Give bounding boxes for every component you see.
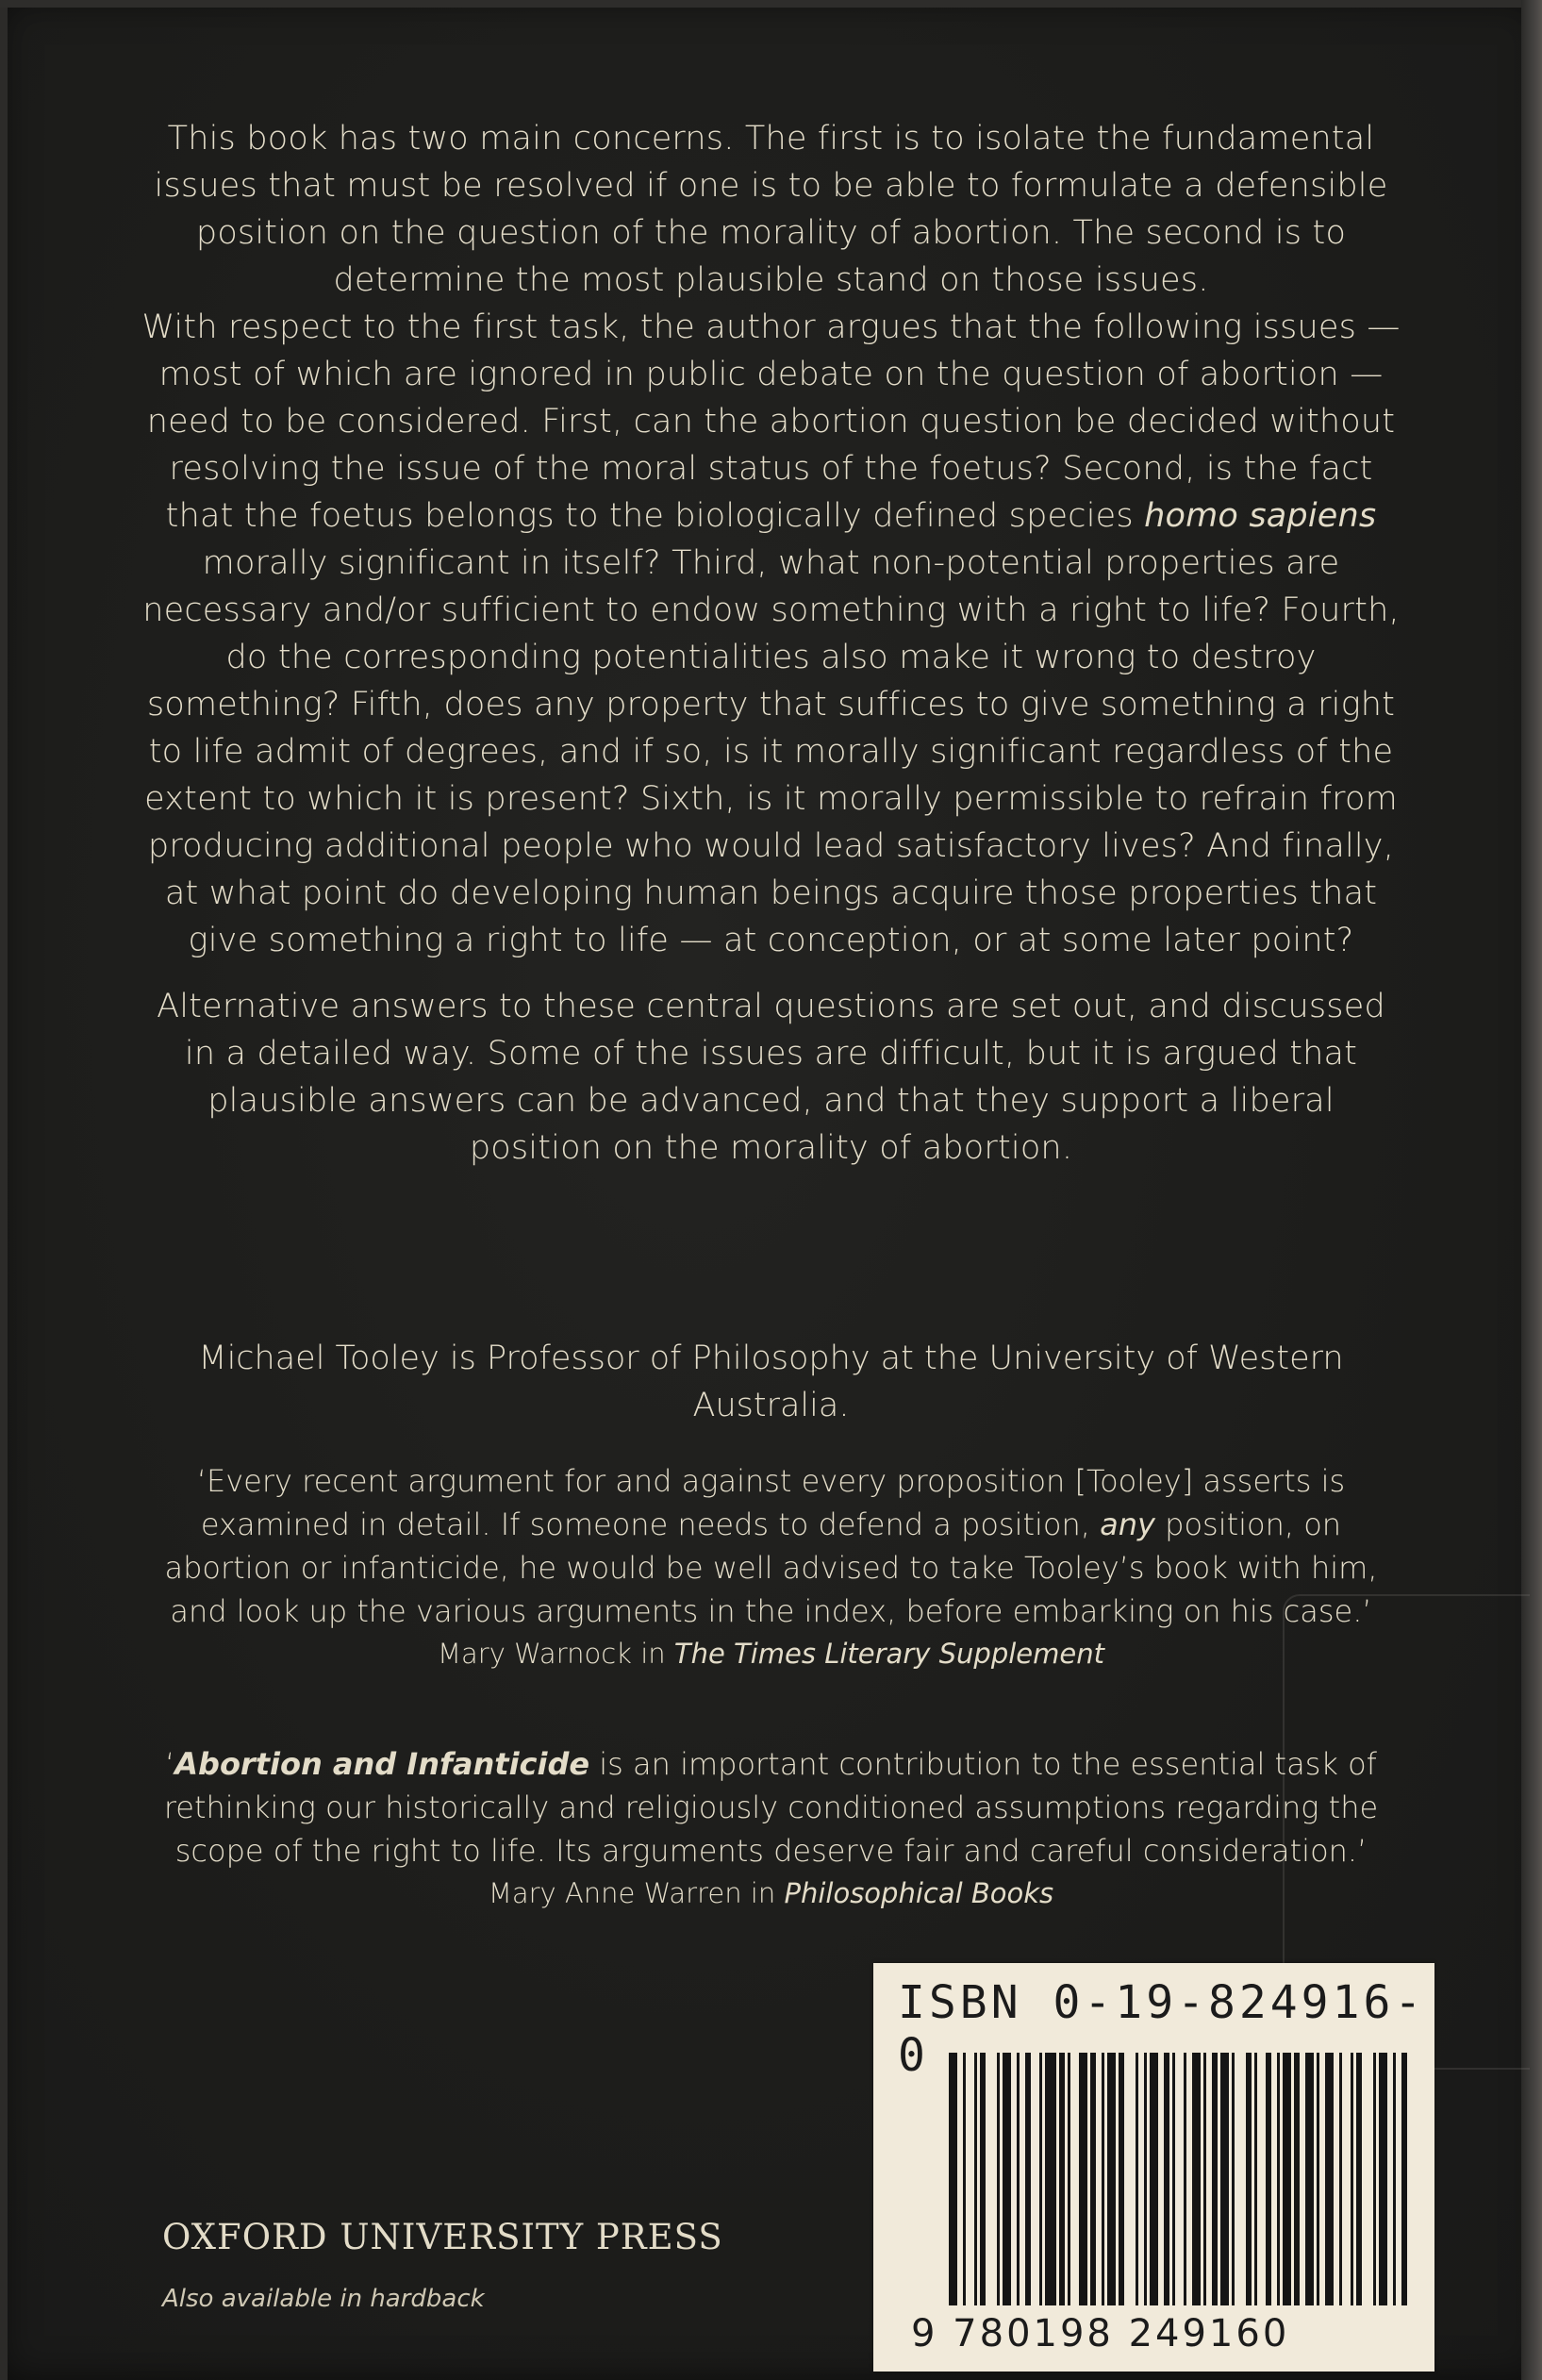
blurb (141, 115, 1401, 1172)
blurb-paragraph-1: This book has two main concerns. The first is to isolate the fundamental issues that must be resolved if one is to be able to formulate a defensible position on the question of the morality of abortion. The second is to determine the most plausible stand on those issues. (154, 120, 1388, 299)
publisher-name: OXFORD UNIVERSITY PRESS (162, 2217, 723, 2257)
blurb-paragraph-3: Alternative answers to these central questions are set out, and discussed in a detailed way. Some of the issues are difficult, but it is argued that plausible answers can be advanced, and that they support a liberal position on the morality of abortion. (157, 988, 1385, 1167)
review-quote-2-author: Mary Anne Warren in (488, 1877, 785, 1909)
cover-left-edge (0, 0, 8, 2380)
barcode-digits: 9 780198 249160 (911, 2312, 1290, 2355)
availability-note: Also available in hardback (162, 2285, 485, 2313)
review-quote-2-attribution (141, 1872, 1401, 1914)
review-quote-2-book-title: Abortion and Infanticide (174, 1746, 590, 1782)
review-quote-1-source: The Times Literary Supplement (673, 1638, 1104, 1670)
blurb-paragraph-2 (141, 304, 1401, 964)
review-quote-1-text (141, 1459, 1401, 1633)
review-quote-1 (141, 1459, 1401, 1674)
review-quote-1-attribution (141, 1633, 1401, 1674)
author-bio (141, 1335, 1401, 1429)
isbn-text: ISBN 0-19-824916-0 (898, 1976, 1426, 2082)
review-quote-2-open: ‘ (165, 1746, 175, 1782)
review-quote-1-start: ‘Every recent argument for and against every proposition [Tooley] asserts is examined in detail. If someone needs to defend a position, (196, 1463, 1346, 1542)
species-term: homo sapiens (1144, 497, 1377, 535)
review-quote-1-author: Mary Warnock in (438, 1638, 674, 1670)
author-bio-text: Michael Tooley is Professor of Philosophy at the University of Western Australia. (198, 1340, 1344, 1424)
paragraph-gap (141, 964, 1401, 983)
review-quote-2 (141, 1742, 1401, 1914)
review-quote-1-emphasis: any (1100, 1506, 1155, 1542)
review-quote-2-body: is an important contribution to the essential task of rethinking our historically and religiously conditioned assumptions regarding the scope of the right to life. Its arguments deserve fair and careful consideration.’ (163, 1746, 1379, 1869)
cover-top-edge (0, 0, 1542, 8)
review-quote-1-end: position, on abortion or infanticide, he would be well advised to take Tooley’s book with him, and look up the various arguments in the index, before embarking on his case.’ (164, 1506, 1378, 1629)
review-quote-2-source: Philosophical Books (784, 1877, 1054, 1909)
barcode-bars (873, 1963, 1434, 2372)
blurb-paragraph-2-end: morally significant in itself? Third, what non-potential properties are necessary and/or sufficient to endow something with a right to life? Fourth, do the corresponding potentialities also make it wrong to destroy something? Fifth, does any property that suffices to give something a right to life admit of degrees, and if so, is it morally significant regardless of the extent to which it is present? Sixth, is it morally permissible to refrain from producing additional people who would lead satisfactory lives? And finally, at what point do developing human beings acquire those properties that give something a right to life — at conception, or at some later point? (142, 544, 1400, 959)
review-quote-2-text (141, 1742, 1401, 1872)
barcode-label (873, 1963, 1434, 2372)
blurb-paragraph-2-start: With respect to the first task, the author argues that the following issues — most of which are ignored in public debate on the question of abortion — need to be considered. First, can the abortion question be decided without resolving the issue of the moral status of the foetus? Second, is the fact that the foetus belongs to the biologically defined species (141, 308, 1401, 535)
